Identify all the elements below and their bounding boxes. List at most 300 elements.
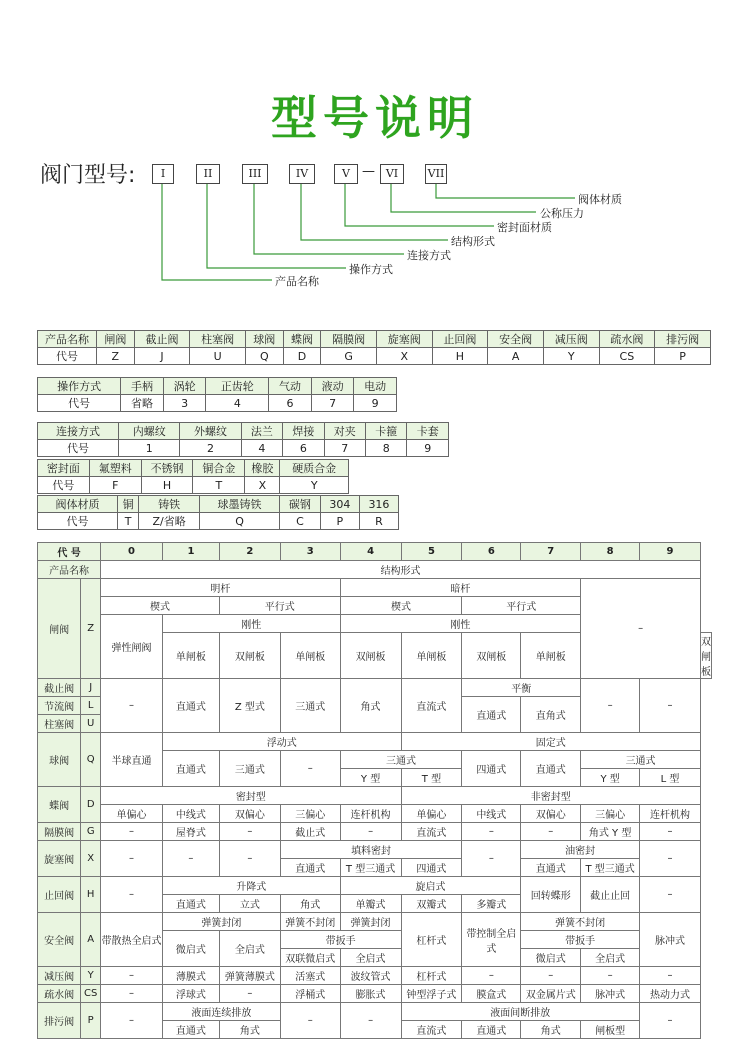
table-cell: 带散热全启式: [101, 913, 163, 967]
table-cell: 非密封型: [401, 787, 701, 805]
table-cell: A: [488, 348, 544, 365]
table-cell: –: [101, 679, 163, 733]
table-cell: 7: [311, 395, 354, 412]
table-cell: 截止止回: [581, 877, 640, 913]
callout-line-1: [162, 184, 272, 280]
table-cell: 产品名称: [38, 561, 101, 579]
table-cell: 升降式: [162, 877, 340, 895]
table-cell: 立式: [219, 895, 280, 913]
table-cell: –: [340, 1003, 401, 1039]
table-cell: –: [280, 751, 340, 787]
table-cell: 柱塞阀: [190, 331, 246, 348]
table-cell: 不锈钢: [141, 460, 193, 477]
table-cell: 节流阀: [38, 697, 81, 715]
table-cell: 热动力式: [640, 985, 701, 1003]
table-cell: C: [279, 513, 320, 530]
table-cell: F: [89, 477, 141, 494]
table-cell: 安全阀: [488, 331, 544, 348]
table-cell: 双偏心: [521, 805, 581, 823]
table-cell: 液动: [311, 378, 354, 395]
table-cell: –: [640, 841, 701, 877]
table-cell: 减压阀: [38, 967, 81, 985]
table-cell: 薄膜式: [162, 967, 219, 985]
table-cell: 波纹管式: [340, 967, 401, 985]
table-cell: 弹簧不封闭: [280, 913, 340, 931]
table-row: [38, 348, 711, 365]
table-cell: 带扳手: [280, 931, 401, 949]
table-cell: H: [81, 877, 101, 913]
table-cell: 4: [241, 440, 282, 457]
table-cell: 角式: [340, 679, 401, 733]
code-box-3: III: [242, 164, 268, 184]
callout-structure: 结构形式: [451, 235, 495, 248]
table-cell: 中线式: [162, 805, 219, 823]
callout-seal-material: 密封面材质: [497, 221, 552, 234]
table-cell: 浮桶式: [280, 985, 340, 1003]
code-dash: —: [362, 164, 375, 179]
callout-product: 产品名称: [275, 275, 319, 288]
table-cell: 弹簧封闭: [340, 913, 401, 931]
table-cell: 角式 Y 型: [581, 823, 640, 841]
table-cell: 双闸板: [701, 633, 712, 679]
table-cell: Z: [81, 579, 101, 679]
code-box-6: VI: [380, 164, 404, 184]
callout-line-6: [391, 184, 536, 212]
table-cell: 旋塞阀: [38, 841, 81, 877]
table-cell: P: [81, 1003, 101, 1039]
table-cell: 截止阀: [134, 331, 190, 348]
table-cell: 刚性: [162, 615, 340, 633]
table-cell: 回转蝶形: [521, 877, 581, 913]
table-cell: 弹簧封闭: [162, 913, 280, 931]
table-cell: 电动: [354, 378, 397, 395]
table-cell: 2: [219, 543, 280, 561]
table-cell: 316: [359, 496, 398, 513]
table-cell: –: [101, 1003, 163, 1039]
table-cell: 代号: [38, 440, 119, 457]
table-cell: 9: [640, 543, 701, 561]
table-cell: 中线式: [462, 805, 521, 823]
table-cell: 对夹: [324, 423, 365, 440]
table-cell: 直流式: [401, 1021, 462, 1039]
table-cell: 卡套: [407, 423, 449, 440]
table-cell: 1: [162, 543, 219, 561]
table-cell: 安全阀: [38, 913, 81, 967]
table-row: [38, 561, 712, 579]
page-title: 型号说明: [271, 91, 479, 145]
table-cell: 液面间断排放: [401, 1003, 640, 1021]
table-cell: 钟型浮子式: [401, 985, 462, 1003]
table-cell: –: [219, 841, 280, 877]
table-row: [38, 823, 712, 841]
table-cell: 3: [163, 395, 206, 412]
table-cell: 杠杆式: [401, 967, 462, 985]
table-cell: 截止式: [280, 823, 340, 841]
table-cell: 闸阀: [97, 331, 135, 348]
table-row: [38, 733, 712, 751]
table-cell: 角式: [219, 1021, 280, 1039]
table-cell: G: [81, 823, 101, 841]
table-cell: 三偏心: [280, 805, 340, 823]
table-cell: 排污阀: [655, 331, 711, 348]
table-cell: P: [320, 513, 359, 530]
table-cell: 产品名称: [38, 331, 97, 348]
table-cell: 涡轮: [163, 378, 206, 395]
code-box-5: V: [334, 164, 358, 184]
table-cell: 旋启式: [340, 877, 521, 895]
code-box-1: I: [152, 164, 174, 184]
table-cell: 4: [340, 543, 401, 561]
table-cell: 代号: [38, 477, 90, 494]
table-cell: 膨胀式: [340, 985, 401, 1003]
table-cell: 活塞式: [280, 967, 340, 985]
table-cell: 4: [206, 395, 269, 412]
table-cell: J: [81, 679, 101, 697]
table-cell: 蝶阀: [38, 787, 81, 823]
table-cell: 单闸板: [401, 633, 462, 679]
table-cell: J: [134, 348, 190, 365]
table-cell: U: [81, 715, 101, 733]
table-cell: 三通式: [280, 679, 340, 733]
table-cell: –: [162, 841, 219, 877]
table-row: [38, 805, 712, 823]
table-cell: 单闸板: [280, 633, 340, 679]
table-cell: –: [640, 967, 701, 985]
table-cell: 弹簧薄膜式: [219, 967, 280, 985]
table-cell: 四通式: [462, 751, 521, 787]
table-row: [38, 913, 712, 931]
table-cell: Q: [245, 348, 283, 365]
table-cell: 结构形式: [101, 561, 701, 579]
table-cell: 弹簧不封闭: [521, 913, 640, 931]
table-row: [38, 579, 712, 597]
table-cell: 直通式: [521, 751, 581, 787]
operation-code-table: [37, 377, 397, 412]
table-row: [38, 679, 712, 697]
table-cell: 带控制全启式: [462, 913, 521, 967]
table-cell: CS: [81, 985, 101, 1003]
code-box-7: VII: [425, 164, 447, 184]
table-cell: 杠杆式: [401, 913, 462, 967]
table-cell: –: [280, 1003, 340, 1039]
table-cell: 双偏心: [219, 805, 280, 823]
table-cell: 法兰: [241, 423, 282, 440]
table-cell: 浮球式: [162, 985, 219, 1003]
table-cell: H: [432, 348, 488, 365]
table-cell: 8: [581, 543, 640, 561]
table-cell: 膜盒式: [462, 985, 521, 1003]
table-cell: 代号: [38, 513, 118, 530]
table-cell: 直通式: [162, 679, 219, 733]
table-cell: 连杆机构: [640, 805, 701, 823]
table-cell: –: [101, 985, 163, 1003]
table-cell: L: [81, 697, 101, 715]
table-cell: 微启式: [521, 949, 581, 967]
table-cell: 脉冲式: [640, 913, 701, 967]
table-cell: T 型三通式: [340, 859, 401, 877]
callout-body-material: 阀体材质: [578, 193, 622, 206]
table-cell: –: [581, 967, 640, 985]
table-cell: Y 型: [581, 769, 640, 787]
table-cell: 楔式: [340, 597, 462, 615]
table-cell: 铜合金: [193, 460, 245, 477]
table-cell: 止回阀: [38, 877, 81, 913]
table-cell: 柱塞阀: [38, 715, 81, 733]
callout-line-3: [254, 184, 404, 254]
table-cell: 排污阀: [38, 1003, 81, 1039]
table-cell: –: [340, 823, 401, 841]
callout-line-5: [345, 184, 494, 226]
table-cell: X: [81, 841, 101, 877]
table-cell: 单偏心: [401, 805, 462, 823]
table-cell: 平行式: [219, 597, 340, 615]
table-cell: 止回阀: [432, 331, 488, 348]
table-cell: Z 型式: [219, 679, 280, 733]
table-cell: –: [640, 1003, 701, 1039]
table-cell: G: [321, 348, 377, 365]
table-row: [38, 1003, 712, 1021]
table-cell: 全启式: [581, 949, 640, 967]
table-cell: 弹性闸阀: [101, 615, 163, 679]
table-cell: 明杆: [101, 579, 341, 597]
table-cell: 直通式: [462, 1021, 521, 1039]
table-cell: 内螺纹: [119, 423, 180, 440]
code-box-4: IV: [289, 164, 315, 184]
table-cell: 5: [401, 543, 462, 561]
table-cell: 代 号: [38, 543, 101, 561]
callout-operation: 操作方式: [349, 263, 393, 276]
table-cell: 角式: [521, 1021, 581, 1039]
table-row: [38, 395, 397, 412]
table-row: [38, 787, 712, 805]
table-cell: 单闸板: [162, 633, 219, 679]
table-cell: 球阀: [245, 331, 283, 348]
table-cell: –: [581, 579, 701, 679]
structure-table: [37, 542, 712, 1039]
table-cell: 疏水阀: [38, 985, 81, 1003]
table-cell: 闸阀: [38, 579, 81, 679]
table-cell: 双闸板: [219, 633, 280, 679]
table-cell: D: [283, 348, 321, 365]
table-cell: X: [376, 348, 432, 365]
table-cell: 隔膜阀: [38, 823, 81, 841]
table-cell: 304: [320, 496, 359, 513]
table-row: [38, 331, 711, 348]
callout-pressure: 公称压力: [540, 207, 584, 220]
table-cell: 连接方式: [38, 423, 119, 440]
table-cell: 球阀: [38, 733, 81, 787]
table-cell: 隔膜阀: [321, 331, 377, 348]
table-cell: 省略: [121, 395, 164, 412]
table-cell: 6: [269, 395, 312, 412]
table-row: [38, 877, 712, 895]
table-cell: H: [141, 477, 193, 494]
table-cell: T 型: [401, 769, 462, 787]
table-cell: 6: [462, 543, 521, 561]
table-row: [38, 496, 399, 513]
table-cell: 直通式: [162, 895, 219, 913]
table-cell: –: [462, 841, 521, 877]
table-cell: –: [462, 967, 521, 985]
table-cell: –: [101, 823, 163, 841]
table-cell: 单偏心: [101, 805, 163, 823]
table-cell: 带扳手: [521, 931, 640, 949]
table-cell: 9: [354, 395, 397, 412]
table-cell: 直通式: [280, 859, 340, 877]
table-cell: –: [101, 967, 163, 985]
table-cell: 屋脊式: [162, 823, 219, 841]
table-cell: P: [655, 348, 711, 365]
table-row: [38, 543, 712, 561]
table-cell: 焊接: [283, 423, 324, 440]
table-cell: 8: [366, 440, 407, 457]
table-cell: 双瓣式: [401, 895, 462, 913]
table-cell: 固定式: [401, 733, 701, 751]
table-cell: 密封面: [38, 460, 90, 477]
table-cell: Y: [81, 967, 101, 985]
callout-line-7: [436, 184, 575, 198]
table-row: [38, 460, 349, 477]
valve-code-label: 阀门型号:: [40, 163, 136, 188]
table-cell: 三通式: [581, 751, 701, 769]
table-cell: 直流式: [401, 823, 462, 841]
table-cell: 暗杆: [340, 579, 581, 597]
table-cell: –: [101, 877, 163, 913]
table-cell: T: [117, 513, 138, 530]
table-cell: 直通式: [162, 751, 219, 787]
table-cell: 气动: [269, 378, 312, 395]
table-cell: L 型: [640, 769, 701, 787]
body-material-code-table: [37, 495, 399, 530]
table-cell: 阀体材质: [38, 496, 118, 513]
table-cell: 直流式: [401, 679, 462, 733]
callout-line-4: [301, 184, 448, 240]
table-cell: 全启式: [340, 949, 401, 967]
table-cell: 双闸板: [340, 633, 401, 679]
table-cell: 三偏心: [581, 805, 640, 823]
table-cell: 操作方式: [38, 378, 121, 395]
table-cell: 直通式: [462, 697, 521, 733]
table-cell: 碳钢: [279, 496, 320, 513]
table-cell: 外螺纹: [180, 423, 241, 440]
table-row: [38, 513, 399, 530]
table-cell: –: [462, 823, 521, 841]
table-cell: 角式: [280, 895, 340, 913]
table-cell: 蝶阀: [283, 331, 321, 348]
table-cell: –: [581, 679, 640, 733]
table-cell: 疏水阀: [599, 331, 655, 348]
table-cell: A: [81, 913, 101, 967]
table-cell: 液面连续排放: [162, 1003, 280, 1021]
table-cell: 橡胶: [245, 460, 280, 477]
table-row: [38, 423, 449, 440]
table-cell: Y: [543, 348, 599, 365]
table-cell: Z: [97, 348, 135, 365]
table-cell: X: [245, 477, 280, 494]
table-cell: 0: [101, 543, 163, 561]
table-cell: –: [521, 823, 581, 841]
table-cell: –: [640, 877, 701, 913]
table-cell: 双闸板: [462, 633, 521, 679]
table-cell: CS: [599, 348, 655, 365]
table-cell: 9: [407, 440, 449, 457]
table-cell: –: [521, 967, 581, 985]
table-cell: R: [359, 513, 398, 530]
table-cell: Q: [200, 513, 280, 530]
code-box-2: II: [196, 164, 220, 184]
table-cell: 四通式: [401, 859, 462, 877]
table-cell: 3: [280, 543, 340, 561]
table-cell: 1: [119, 440, 180, 457]
table-cell: 平衡: [462, 679, 581, 697]
table-cell: 半球直通: [101, 733, 163, 787]
table-cell: 7: [521, 543, 581, 561]
table-row: [38, 477, 349, 494]
connection-code-table: [37, 422, 449, 457]
table-cell: 多瓣式: [462, 895, 521, 913]
table-cell: –: [219, 985, 280, 1003]
callout-line-2: [207, 184, 346, 268]
table-cell: 2: [180, 440, 241, 457]
table-cell: 双金属片式: [521, 985, 581, 1003]
table-cell: 填料密封: [280, 841, 462, 859]
table-cell: Y: [280, 477, 349, 494]
table-cell: Q: [81, 733, 101, 787]
callout-lines: [0, 0, 750, 300]
table-cell: D: [81, 787, 101, 823]
table-cell: 铜: [117, 496, 138, 513]
table-cell: 手柄: [121, 378, 164, 395]
table-cell: 密封型: [101, 787, 401, 805]
table-row: [38, 985, 712, 1003]
table-cell: 铸铁: [139, 496, 200, 513]
table-cell: 直角式: [521, 697, 581, 733]
table-row: [38, 378, 397, 395]
table-cell: –: [219, 823, 280, 841]
table-cell: 球墨铸铁: [200, 496, 280, 513]
table-cell: 油密封: [521, 841, 640, 859]
table-cell: 6: [283, 440, 324, 457]
table-cell: 三通式: [340, 751, 462, 769]
table-cell: 旋塞阀: [376, 331, 432, 348]
table-row: [38, 841, 712, 859]
table-cell: T: [193, 477, 245, 494]
table-cell: 楔式: [101, 597, 220, 615]
table-cell: 脉冲式: [581, 985, 640, 1003]
table-cell: Z/省略: [139, 513, 200, 530]
table-cell: 刚性: [340, 615, 581, 633]
seal-code-table: [37, 459, 349, 494]
table-cell: 截止阀: [38, 679, 81, 697]
table-cell: 直通式: [162, 1021, 219, 1039]
table-row: [38, 967, 712, 985]
table-cell: 微启式: [162, 931, 219, 967]
table-cell: 单瓣式: [340, 895, 401, 913]
table-cell: 全启式: [219, 931, 280, 967]
table-cell: 硬质合金: [280, 460, 349, 477]
table-row: [38, 440, 449, 457]
table-cell: –: [101, 841, 163, 877]
table-cell: 闸板型: [581, 1021, 640, 1039]
callout-connection: 连接方式: [407, 249, 451, 262]
table-cell: 卡箍: [366, 423, 407, 440]
table-cell: 氟塑料: [89, 460, 141, 477]
table-cell: 连杆机构: [340, 805, 401, 823]
product-code-table: [37, 330, 711, 365]
table-cell: 减压阀: [543, 331, 599, 348]
table-cell: 直通式: [521, 859, 581, 877]
table-cell: U: [190, 348, 246, 365]
